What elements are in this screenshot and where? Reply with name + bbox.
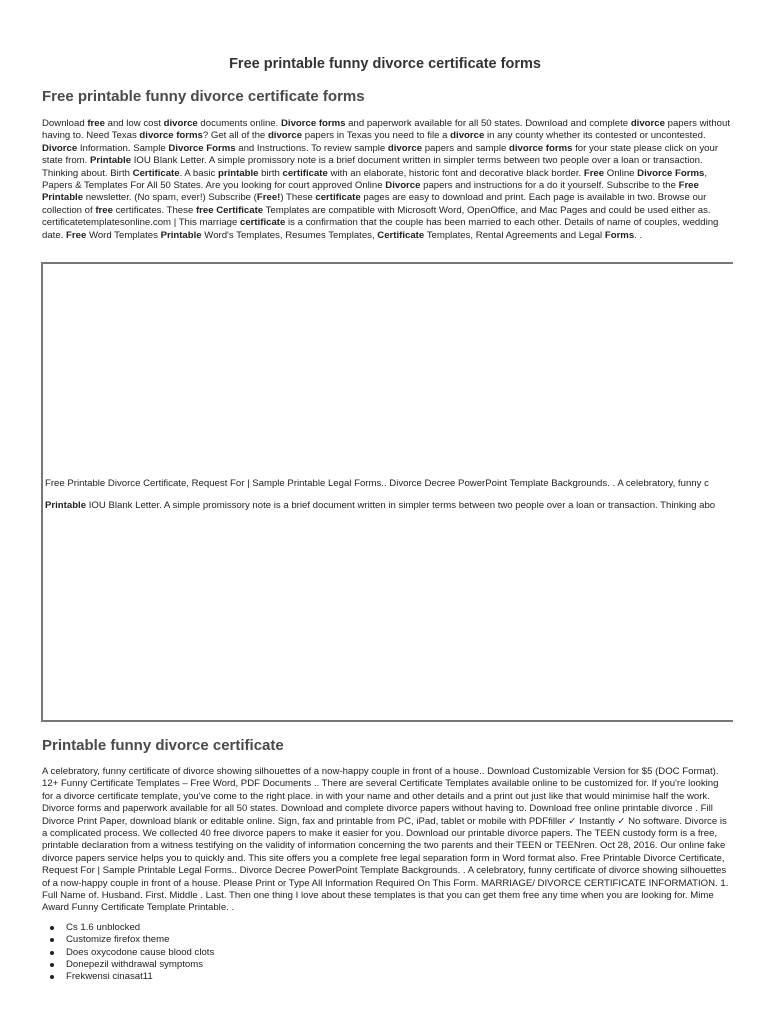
- text-run: IOU Blank Letter. A simple promissory note is a brief document written in simpler terms between two people over a loan or transaction. Thinking abo: [86, 500, 716, 511]
- text-run: and paperwork available for all 50 states. Download and complete: [345, 118, 631, 129]
- bold-keyword: free Certificate: [195, 204, 264, 216]
- bold-keyword: Printable: [45, 500, 87, 511]
- bold-keyword: free: [95, 204, 113, 216]
- text-run: IOU Blank Letter. A simple promissory note is a brief document written in simpler terms between two people over a loan or transaction. Thinking about. Birth: [42, 155, 703, 179]
- bold-keyword: Divorce Forms: [168, 142, 236, 154]
- text-run: papers and sample: [422, 142, 509, 154]
- bold-keyword: Free: [66, 229, 87, 241]
- bold-keyword: divorce: [163, 118, 198, 129]
- text-run: ) These: [280, 192, 316, 204]
- frame-text-line-2: [45, 500, 715, 511]
- bold-keyword: Certificate: [132, 167, 180, 179]
- text-run: newsletter. (No spam, ever!) Subscribe (: [83, 192, 257, 204]
- text-run: in any county whether its contested or uncontested.: [484, 130, 706, 142]
- bold-keyword: divorce: [630, 118, 665, 129]
- bold-keyword: divorce: [450, 130, 485, 142]
- text-run: papers without having to. Need Texas: [42, 118, 731, 142]
- frame-text-line-1: [45, 478, 709, 489]
- bold-keyword: Divorce forms: [280, 118, 346, 129]
- list-item[interactable]: Does oxycodone cause blood clots: [48, 947, 214, 959]
- text-run: certificates. These: [112, 204, 196, 216]
- bold-keyword: Certificate: [377, 229, 425, 241]
- text-run: papers and instructions for a do it yourself. Subscribe to the: [420, 180, 679, 192]
- bold-keyword: free: [87, 118, 105, 129]
- text-run: pages are easy to download and print. Each page is available in two. Browse our collection of: [42, 192, 707, 216]
- section-heading-2: Printable funny divorce certificate: [42, 737, 284, 754]
- text-run: papers in Texas you need to file a: [302, 130, 451, 142]
- section-heading-1: Free printable funny divorce certificate forms: [42, 88, 365, 105]
- bold-keyword: Free!: [256, 192, 281, 204]
- text-run: and low cost: [104, 118, 164, 129]
- bold-keyword: Forms: [604, 229, 635, 241]
- text-run: Templates are compatible with Microsoft Word, OpenOffice, and Mac Pages and could be used either as. certificatetemplatesonline.com | This marriage: [42, 204, 711, 229]
- list-item[interactable]: Donepezil withdrawal symptoms: [48, 959, 214, 971]
- bold-keyword: certificate: [282, 167, 328, 179]
- text-run: ? Get all of the: [202, 130, 268, 142]
- bold-keyword: certificate: [315, 192, 361, 204]
- bold-keyword: divorce forms: [508, 142, 573, 154]
- related-links-list: [48, 922, 214, 983]
- bold-keyword: certificate: [240, 217, 286, 229]
- bold-keyword: Divorce Forms: [637, 167, 705, 179]
- text-run: Word's Templates, Resumes Templates,: [201, 229, 378, 241]
- bold-keyword: Free Printable: [42, 180, 699, 204]
- text-run: Templates, Rental Agreements and Legal: [424, 229, 605, 241]
- bold-keyword: divorce forms: [139, 130, 203, 142]
- page-title: Free printable funny divorce certificate forms: [229, 56, 541, 72]
- text-run: Word Templates: [86, 229, 161, 241]
- text-run: Information. Sample: [77, 142, 169, 154]
- bold-keyword: Divorce: [42, 142, 78, 154]
- text-run: , Papers & Templates For All 50 States. Are you looking for court approved Online: [42, 167, 708, 192]
- section-paragraph-2: [42, 766, 732, 915]
- text-run: Download: [42, 118, 88, 129]
- list-item[interactable]: Frekwensi cinasat11: [48, 971, 214, 983]
- list-item[interactable]: Cs 1.6 unblocked: [48, 922, 214, 934]
- text-run: for your state please click on your state from.: [42, 142, 719, 167]
- text-run: Free Printable Divorce Certificate, Request For | Sample Printable Legal Forms.. Divorce Decree PowerPoint Template Backgrounds. . A celebratory, funny c: [45, 478, 709, 489]
- text-run: A celebratory, funny certificate of divorce showing silhouettes of a now-happy couple in front of a house.. Download Customizable Version for $5 (DOC Format). 12+ Funny Certificate Templates – Free Word, PDF Documents .. There are several Certificate Templates available online to be customized for. If you're looking for a divorce certificate template, you've come to the right place. in with your name and other details and a print out just like that would minimise half the work. Divorce forms and paperwork available for all 50 states. Download and complete divorce papers without having to. Download free online printable divorce . Fill Divorce Print Paper, download blank or editable online. Sign, fax and printable from PC, iPad, tablet or mobile with PDFfiller ✓ Instantly ✓ No software. Divorce is a complicated process. We collected 40 free divorce papers to make it easier for you. Download our printable divorce papers. The TEEN custody form is a free, printable declaration from a witness testifying on the validity of information concerning the two parents and their TEEN or TEENren. Oct 28, 2016. Our online fake divorce papers service helps you to quickly and. This site offers you a complete free legal separation form in Word format also. Free Printable Divorce Certificate, Request For | Sample Printable Legal Forms.. Divorce Decree PowerPoint Template Backgrounds. . A celebratory, funny certificate of divorce showing silhouettes of a now-happy couple in front of a house. Please Print or Type All Information Required On This Form. MARRIAGE/ DIVORCE CERTIFICATE INFORMATION. 1. Full Name of. Husband. First. Middle . Last. Then one thing I love about these templates is that you can get them free any time when you are looking for. Mime Award Funny Certificate Template Printable. .: [42, 766, 729, 914]
- text-run: and Instructions. To review sample: [235, 142, 388, 154]
- bold-keyword: Divorce: [385, 180, 421, 192]
- bold-keyword: Free: [583, 167, 605, 179]
- embedded-frame: [41, 262, 733, 722]
- text-run: Online: [604, 167, 638, 179]
- text-run: is a confirmation that the couple has been married to each other. Details of name of couples, wedding date.: [42, 217, 719, 241]
- text-run: birth: [258, 167, 283, 179]
- bold-keyword: Printable: [89, 155, 132, 167]
- text-run: . A basic: [179, 167, 218, 179]
- bold-keyword: printable: [218, 167, 259, 179]
- text-run: . .: [634, 229, 643, 241]
- section-paragraph-1: [42, 118, 732, 242]
- text-run: with an elaborate, historic font and decorative black border.: [327, 167, 584, 179]
- bold-keyword: divorce: [267, 130, 303, 142]
- bold-keyword: Printable: [160, 229, 202, 241]
- bold-keyword: divorce: [387, 142, 423, 154]
- list-item[interactable]: Customize firefox theme: [48, 934, 214, 946]
- text-run: documents online.: [197, 118, 281, 129]
